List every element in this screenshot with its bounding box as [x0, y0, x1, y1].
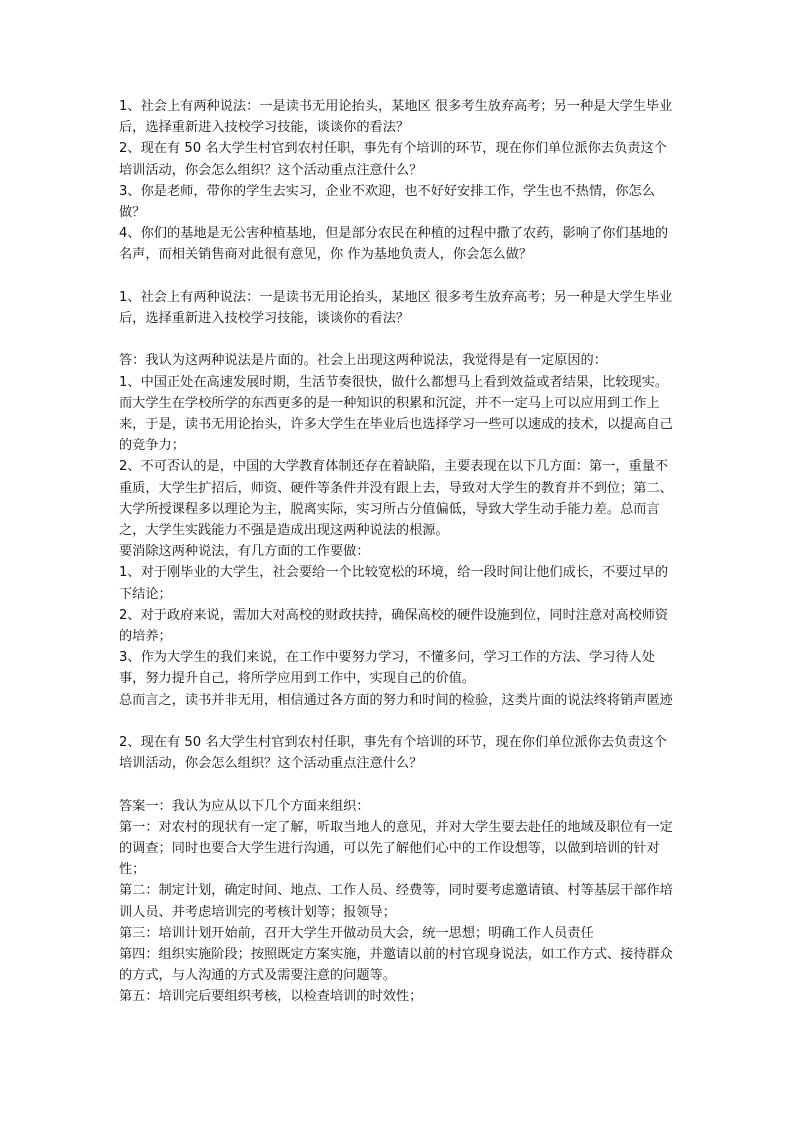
- section-1-reason-2: 2、不可否认的是，中国的大学教育体制还存在着缺陷，主要表现在以下几方面：第一，重量不重质，大学生扩招后，师资、硬件等条件并没有跟上去，导致对大学生的教育并不到位；第二、大学所授课程多以理论为主，脱离实际，实习所占分值偏低，导致大学生动手能力差。总而言之，大学生实践能力不强是造成出现这两种说法的根源。: [119, 459, 673, 539]
- section-1: [119, 287, 679, 711]
- question-list: [119, 96, 679, 266]
- question-4: 4、你们的基地是无公害种植基地，但是部分农民在种植的过程中撒了农药，影响了你们基地的名声，而相关销售商对此很有意见，你 作为基地负责人，你会怎么做？: [119, 226, 669, 263]
- section-2-step-4: 第四：组织实施阶段；按照既定方案实施，并邀请以前的村官现身说法，如工作方式、接待群众的方式，与人沟通的方式及需要注意的问题等。: [119, 947, 673, 984]
- section-2-step-3: 第三：培训计划开始前，召开大学生开做动员大会，统一思想；明确工作人员责任: [119, 925, 594, 941]
- spacer: [119, 266, 679, 287]
- spacer: [119, 329, 679, 350]
- question-2: 2、现在有 50 名大学生村官到农村任职，事先有个培训的环节，现在你们单位派你去负责这个培训活动，你会怎么组织？这个活动重点注意什么？: [119, 141, 667, 178]
- section-2-question: 2、现在有 50 名大学生村官到农村任职，事先有个培训的环节，现在你们单位派你去负责这个培训活动，你会怎么组织？这个活动重点注意什么？: [119, 735, 667, 772]
- section-2-step-2: 第二：制定计划，确定时间、地点、工作人员、经费等，同时要考虑邀请镇、村等基层干部作培训人员、并考虑培训完的考核计划等；报领导；: [119, 883, 673, 920]
- section-1-measure-3: 3、作为大学生的我们来说，在工作中要努力学习，不懂多问，学习工作的方法、学习待人处事，努力提升自己，将所学应用到工作中，实现自己的价值。: [119, 650, 655, 687]
- spacer: [119, 774, 679, 795]
- section-1-reason-1: 1、中国正处在高速发展时期，生活节奏很快，做什么都想马上看到效益或者结果，比较现实。而大学生在学校所学的东西更多的是一种知识的积累和沉淀，并不一定马上可以应用到工作上来，于是，读书无用论抬头，许多大学生在毕业后也选择学习一些可以速成的技术，以提高自己的竞争力；: [119, 374, 673, 454]
- section-2-answer-intro: 答案一：我认为应从以下几个方面来组织：: [119, 798, 370, 814]
- section-1-measures-intro: 要消除这两种说法，有几方面的工作要做：: [119, 544, 370, 560]
- spacer: [119, 711, 679, 732]
- section-1-measure-2: 2、对于政府来说，需加大对高校的财政扶持，确保高校的硬件设施到位，同时注意对高校师资的培养；: [119, 607, 669, 645]
- section-1-measure-1: 1、对于刚毕业的大学生，社会要给一个比较宽松的环境，给一段时间让他们成长，不要过早的下结论；: [119, 565, 669, 602]
- document-page: [119, 96, 679, 1008]
- section-2: [119, 732, 679, 1008]
- section-2-step-1: 第一：对农村的现状有一定了解，听取当地人的意见，并对大学生要去赴任的地域及职位有一定的调查；同时也要合大学生进行沟通，可以先了解他们心中的工作设想等，以做到培训的针对性；: [119, 819, 673, 878]
- section-2-step-5: 第五：培训完后要组织考核，以检查培训的时效性；: [119, 989, 423, 1005]
- section-1-answer-intro: 答：我认为这两种说法是片面的。社会上出现这两种说法，我觉得是有一定原因的：: [119, 353, 607, 369]
- question-1: 1、社会上有两种说法：一是读书无用论抬头，某地区 很多考生放弃高考；另一种是大学生毕业后，选择重新进入技校学习技能，谈谈你的看法？: [119, 99, 673, 136]
- section-1-conclusion: 总而言之，读书并非无用，相信通过各方面的努力和时间的检验，这类片面的说法终将销声匿迹: [119, 692, 673, 708]
- section-1-question: 1、社会上有两种说法：一是读书无用论抬头，某地区 很多考生放弃高考；另一种是大学生毕业后，选择重新进入技校学习技能，谈谈你的看法？: [119, 289, 673, 327]
- question-3: 3、你是老师，带你的学生去实习，企业不欢迎，也不好好安排工作，学生也不热情，你怎么做？: [119, 183, 655, 221]
